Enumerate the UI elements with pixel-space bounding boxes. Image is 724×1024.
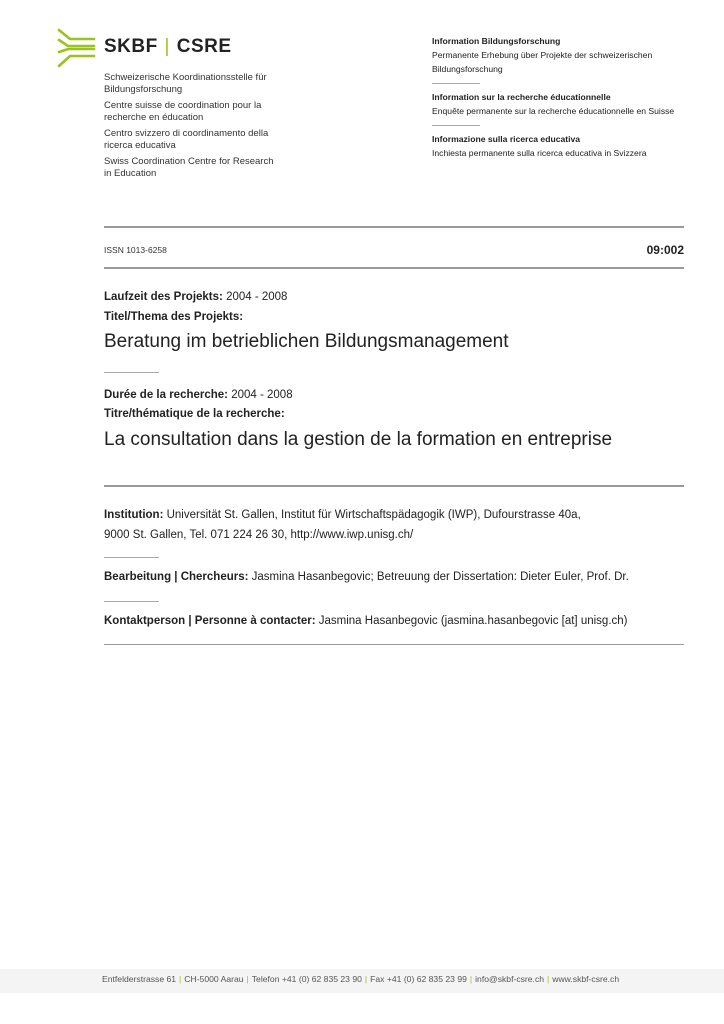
skbf-logo-icon [56,27,96,69]
institution [104,505,684,545]
title-fr-label: Titre/thématique de la recherche: [104,408,285,420]
title-de-label: Titel/Thema des Projekts: [104,311,244,323]
logo-left: SKBF [104,36,158,57]
duration-de [104,291,287,303]
footer-separator: | [179,974,182,984]
section-divider [104,557,159,558]
org-name-it: Centro svizzero di coordinamento della ricerca educativa [104,128,269,151]
info-divider [432,125,480,126]
info-text-fr: Enquête permanente sur la recherche éducationnelle en Suisse [432,106,675,116]
title-de: Beratung im betrieblichen Bildungsmanagement [104,331,509,352]
contact-rule [104,644,684,645]
info-text-de: Permanente Erhebung über Projekte der schweizerischen Bildungsforschung [432,50,653,74]
researchers-label: Bearbeitung | Chercheurs: [104,571,249,583]
footer-separator: | [246,974,249,984]
footer-separator: | [469,974,473,984]
org-name-de: Schweizerische Koordinationsstelle für Bildungsforschung [104,72,267,95]
info-title-de: Information Bildungsforschung [432,36,561,46]
footer-separator: | [364,974,368,984]
footer-email[interactable]: info@skbf-csre.ch [475,974,545,984]
organization-names [104,72,274,184]
footer-address: Entfelderstrasse 61 [102,974,177,984]
info-title-it: Informazione sulla ricerca educativa [432,134,581,144]
contact [104,615,628,627]
footer-city: CH-5000 Aarau [184,974,244,984]
logo-right: CSRE [176,36,232,57]
footer-website[interactable]: www.skbf-csre.ch [552,974,620,984]
header-rule [104,226,684,228]
institution-line1: Universität St. Gallen, Institut für Wirtschaftspädagogik (IWP), Dufourstrasse 40a, [163,509,581,521]
org-name-fr: Centre suisse de coordination pour la recherche en éducation [104,100,262,123]
info-title-fr: Information sur la recherche éducationnelle [432,92,611,102]
duration-de-value: 2004 - 2008 [222,291,288,303]
logo-wordmark [104,36,232,58]
researchers-value: Jasmina Hasanbegovic; Betreuung der Dissertation: Dieter Euler, Prof. Dr. [248,571,629,583]
info-text-it: Inchiesta permanente sulla ricerca educativa in Svizzera [432,148,647,158]
researchers [104,571,629,583]
issn-rule [104,267,684,269]
institution-line2: 9000 St. Gallen, Tel. 071 224 26 30, http://www.iwp.unisg.ch/ [104,529,414,541]
footer [102,974,619,984]
institution-label: Institution: [104,509,164,521]
duration-fr-value: 2004 - 2008 [228,389,293,401]
footer-phone: Telefon +41 (0) 62 835 23 90 [251,974,362,984]
document-number: 09:002 [646,243,684,257]
title-rule [104,485,684,487]
issn: ISSN 1013-6258 [104,245,167,255]
logo-separator: | [164,36,170,57]
duration-fr-label: Durée de la recherche: [104,389,229,401]
section-divider [104,372,159,373]
contact-label: Kontaktperson | Personne à contacter: [104,615,316,627]
duration-fr [104,389,293,401]
info-divider [432,83,480,84]
info-block [432,34,704,160]
org-name-en: Swiss Coordination Centre for Research in Education [104,156,274,179]
section-divider [104,601,159,602]
contact-value: Jasmina Hasanbegovic (jasmina.hasanbegovic [at] unisg.ch) [315,615,628,627]
title-fr: La consultation dans la gestion de la formation en entreprise [104,429,613,450]
duration-de-label: Laufzeit des Projekts: [104,291,223,303]
footer-separator: | [547,974,550,984]
footer-fax: Fax +41 (0) 62 835 23 99 [370,974,467,984]
